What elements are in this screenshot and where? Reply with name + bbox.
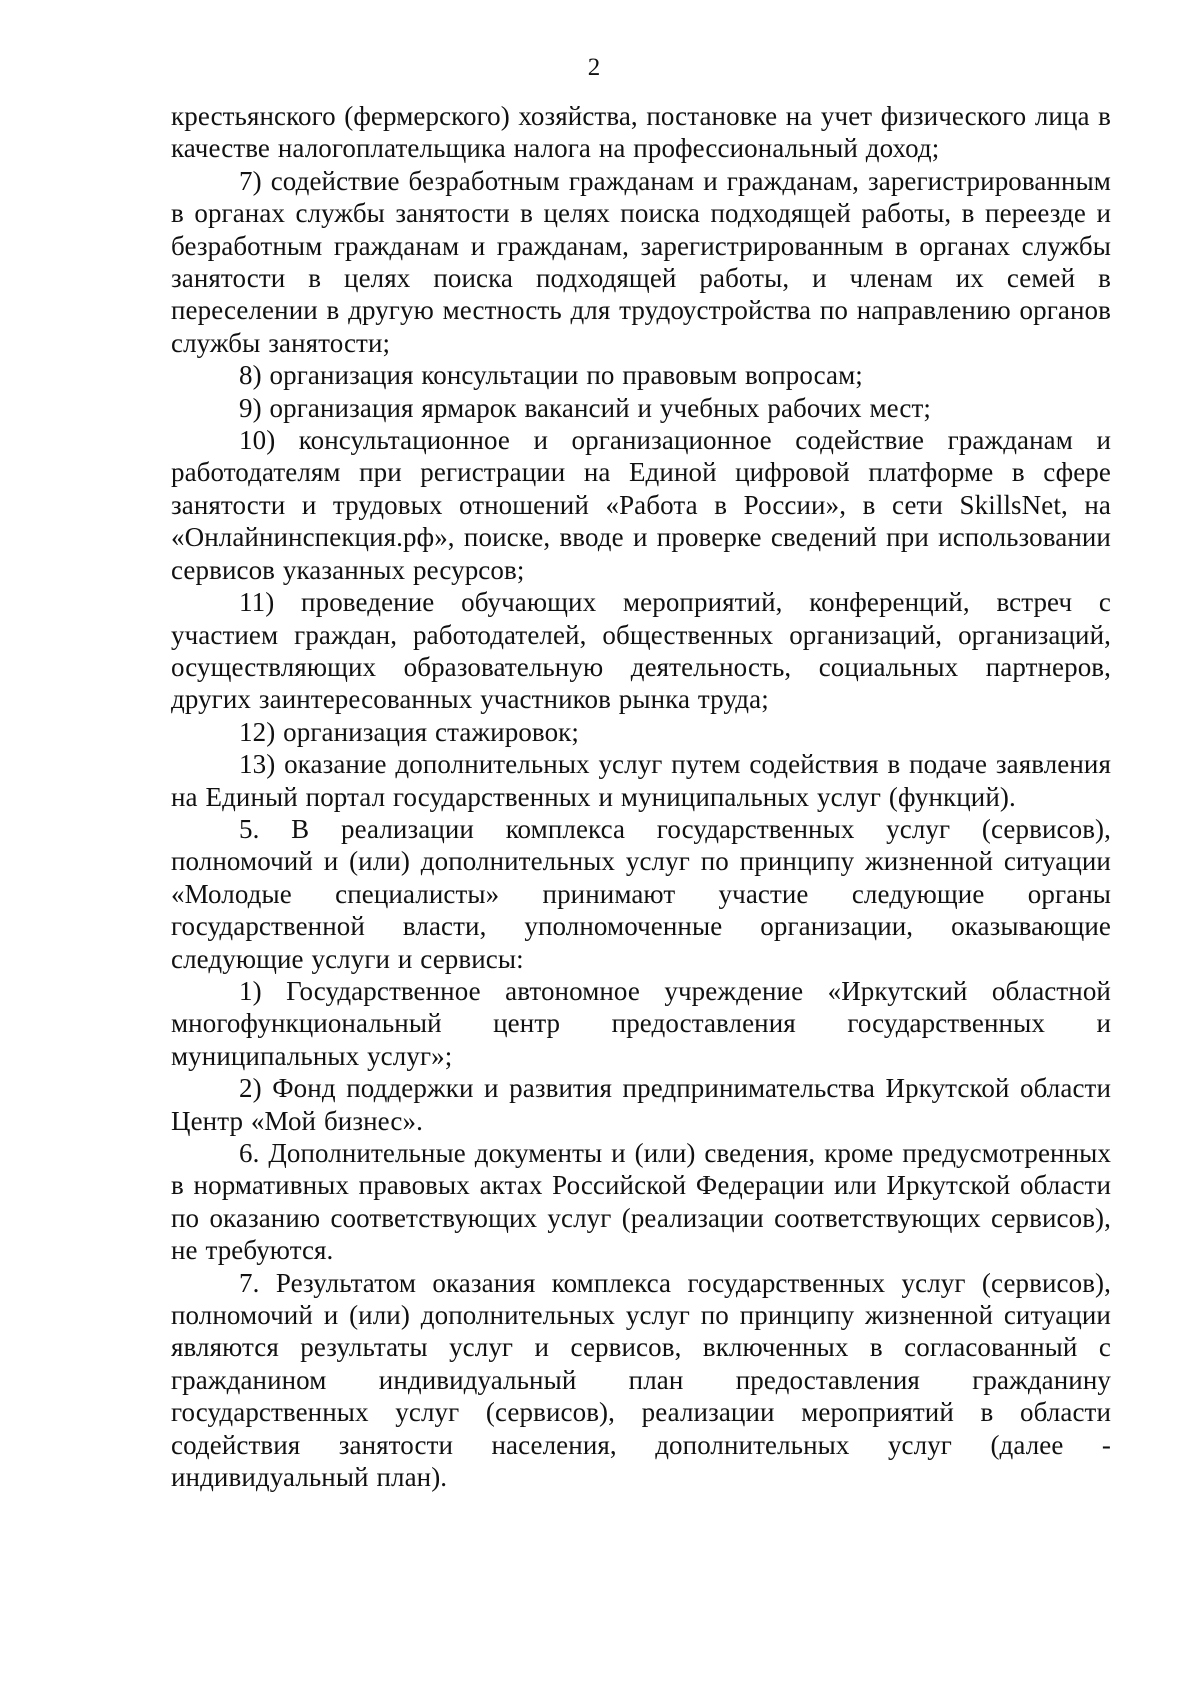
list-item-7: 7) содействие безработным гражданам и гражданам, зарегистрированным в органах службы занятости в целях поиска подходящей работы, в переезде и безработным гражданам и гражданам, зарегистрированным в органах службы занятости в целях поиска подходящей работы, и членам их семей в переселении в другую местность для трудоустройства по направлению органов службы занятости;: [171, 165, 1111, 358]
document-body: [171, 100, 1111, 1493]
section-5-item-2: 2) Фонд поддержки и развития предпринимательства Иркутской области Центр «Мой бизнес».: [171, 1073, 1111, 1136]
paragraph-continuation: крестьянского (фермерского) хозяйства, постановке на учет физического лица в качестве налогоплательщика налога на профессиональный доход;: [171, 101, 1111, 164]
list-item-8: 8) организация консультации по правовым вопросам;: [239, 360, 863, 391]
section-6: 6. Дополнительные документы и (или) сведения, кроме предусмотренных в нормативных правовых актах Российской Федерации или Иркутской области по оказанию соответствующих услуг (реализации соответствующих сервисов), не требуются.: [171, 1138, 1111, 1266]
section-5-item-1: 1) Государственное автономное учреждение «Иркутский областной многофункциональный центр предоставления государственных и муниципальных услуг»;: [171, 975, 1111, 1071]
list-item-12: 12) организация стажировок;: [239, 716, 579, 747]
list-item-10: 10) консультационное и организационное содействие гражданам и работодателям при регистрации на Единой цифровой платформе в сфере занятости и трудовых отношений «Работа в России», в сети SkillsNet, на «Онлайнинспекция.рф», поиске, вводе и проверке сведений при использовании сервисов указанных ресурсов;: [171, 425, 1111, 585]
section-5: 5. В реализации комплекса государственных услуг (сервисов), полномочий и (или) дополнительных услуг по принципу жизненной ситуации «Молодые специалисты» принимают участие следующие органы государственной власти, уполномоченные организации, оказывающие следующие услуги и сервисы:: [171, 813, 1111, 974]
list-item-11: 11) проведение обучающих мероприятий, конференций, встреч с участием граждан, работодателей, общественных организаций, организаций, осуществляющих образовательную деятельность, социальных партнеров, других заинтересованных участников рынка труда;: [171, 587, 1111, 715]
list-item-9: 9) организация ярмарок вакансий и учебных рабочих мест;: [239, 392, 931, 423]
section-7: 7. Результатом оказания комплекса государственных услуг (сервисов), полномочий и (или) дополнительных услуг по принципу жизненной ситуации являются результаты услуг и сервисов, включенных в согласованный с гражданином индивидуальный план предоставления гражданину государственных услуг (сервисов), реализации мероприятий в области содействия занятости населения, дополнительных услуг (далее - индивидуальный план).: [171, 1267, 1111, 1493]
list-item-13: 13) оказание дополнительных услуг путем содействия в подаче заявления на Единый портал государственных и муниципальных услуг (функций).: [171, 749, 1111, 812]
page-number: 2: [587, 54, 601, 81]
